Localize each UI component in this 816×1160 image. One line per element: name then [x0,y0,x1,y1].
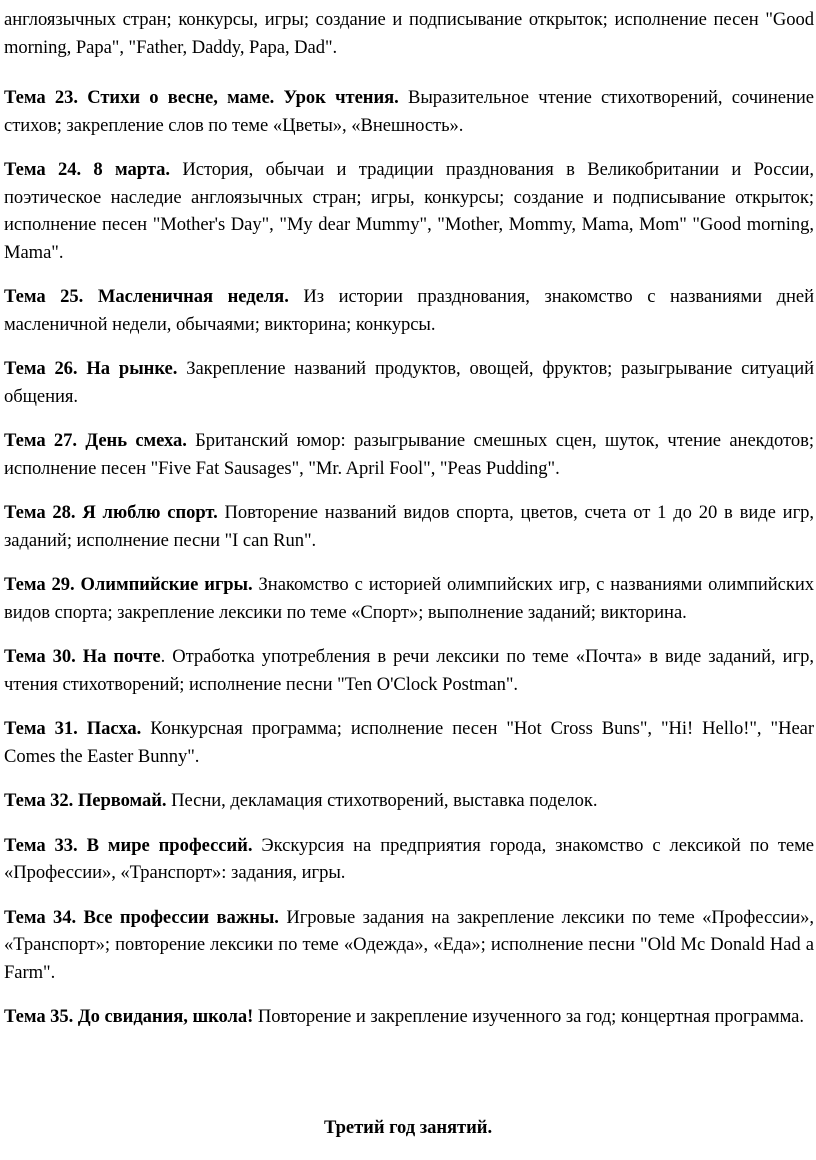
topic-35-paragraph [4,1003,814,1031]
topic-32-paragraph [4,787,814,815]
topic-30-paragraph [4,643,814,698]
topic-34-text: Игровые задания на закрепление лексики по теме «Профессии», «Транспорт»; повторение лексики по теме «Одежда», «Еда»; исполнение песни "Old Mc Donald Had a Farm". [4,906,814,983]
topic-29-text: Знакомство с историей олимпийских игр, с названиями олимпийских видов спорта; закрепление лексики по теме «Спорт»; выполнение заданий; викторина. [4,574,814,623]
topic-31-heading: Тема 31. Пасха. [4,718,142,739]
topic-29-heading: Тема 29. Олимпийские игры. [4,574,253,595]
topic-28-heading: Тема 28. Я люблю спорт. [4,502,218,523]
topic-33-heading: Тема 33. В мире профессий. [4,834,253,856]
topic-30-text: . Отработка употребления в речи лексики по теме «Почта» в виде заданий, игр, чтения стихотворений; исполнение песни "Ten O'Clock Postman". [4,646,814,695]
topic-24-paragraph [4,156,814,266]
topic-32-heading: Тема 32. Первомай. [4,790,167,811]
topic-26-heading: Тема 26. На рынке. [4,358,178,379]
topic-34-heading: Тема 34. Все профессии важны. [4,906,279,928]
topic-26-text: Закрепление названий продуктов, овощей, фруктов; разыгрывание ситуаций общения. [4,358,814,407]
topic-32-text: Песни, декламация стихотворений, выставка поделок. [166,790,598,811]
topic-23-heading: Тема 23. Стихи о весне, маме. Урок чтения. [4,87,399,108]
topic-25-paragraph [4,283,814,338]
topic-31-paragraph [4,715,814,770]
topic-23-text: Выразительное чтение стихотворений, сочинение стихов; закрепление слов по теме «Цветы», «Внешность». [4,87,814,136]
topic-24-heading: Тема 24. 8 марта. [4,159,170,180]
topic-26-paragraph [4,355,814,410]
topic-28-text: Повторение названий видов спорта, цветов, счета от 1 до 20 в виде игр, заданий; исполнение песни "I can Run". [4,502,814,551]
intro-paragraph: англоязычных стран; конкурсы, игры; создание и подписывание открыток; исполнение песен "Good morning, Papa", "Father, Daddy, Papa, Dad". [4,9,814,58]
topic-31-text: Конкурсная программа; исполнение песен "Hot Cross Buns", "Hi! Hello!", "Hear Comes the Easter Bunny". [4,718,814,767]
topic-35-heading: Тема 35. До свидания, школа! [4,1006,254,1027]
topic-33-text: Экскурсия на предприятия города, знакомство с лексикой по теме «Профессии», «Транспорт»: задания, игры. [4,834,815,883]
topic-28-paragraph [4,499,814,554]
topic-34-paragraph [4,904,814,987]
topic-25-text: Из истории празднования, знакомство с названиями дней масленичной недели, обычаями; викторина; конкурсы. [4,286,814,335]
topic-33-paragraph [4,832,814,887]
topic-29-paragraph [4,571,814,626]
topic-27-text: Британский юмор: разыгрывание смешных сцен, шуток, чтение анекдотов; исполнение песен "Five Fat Sausages", "Mr. April Fool", "Peas Pudding". [4,430,814,479]
section-title: Третий год занятий. [323,1117,493,1138]
topic-27-heading: Тема 27. День смеха. [4,430,187,451]
topic-23-paragraph [4,84,814,139]
topic-24-text: История, обычаи и традиции празднования в Великобритании и России, поэтическое наследие англоязычных стран; игры, конкурсы; создание и подписывание открыток; исполнение песен "Mother's Day", "My dear Mummy", "Mother, Mommy, Mama, Mom" "Good morning, Mama". [4,159,814,263]
topic-27-paragraph [4,427,814,482]
topic-25-heading: Тема 25. Масленичная неделя. [4,286,289,307]
topic-35-text: Повторение и закрепление изученного за год; концертная программа. [253,1006,804,1027]
topic-30-heading: Тема 30. На почте [4,646,161,667]
